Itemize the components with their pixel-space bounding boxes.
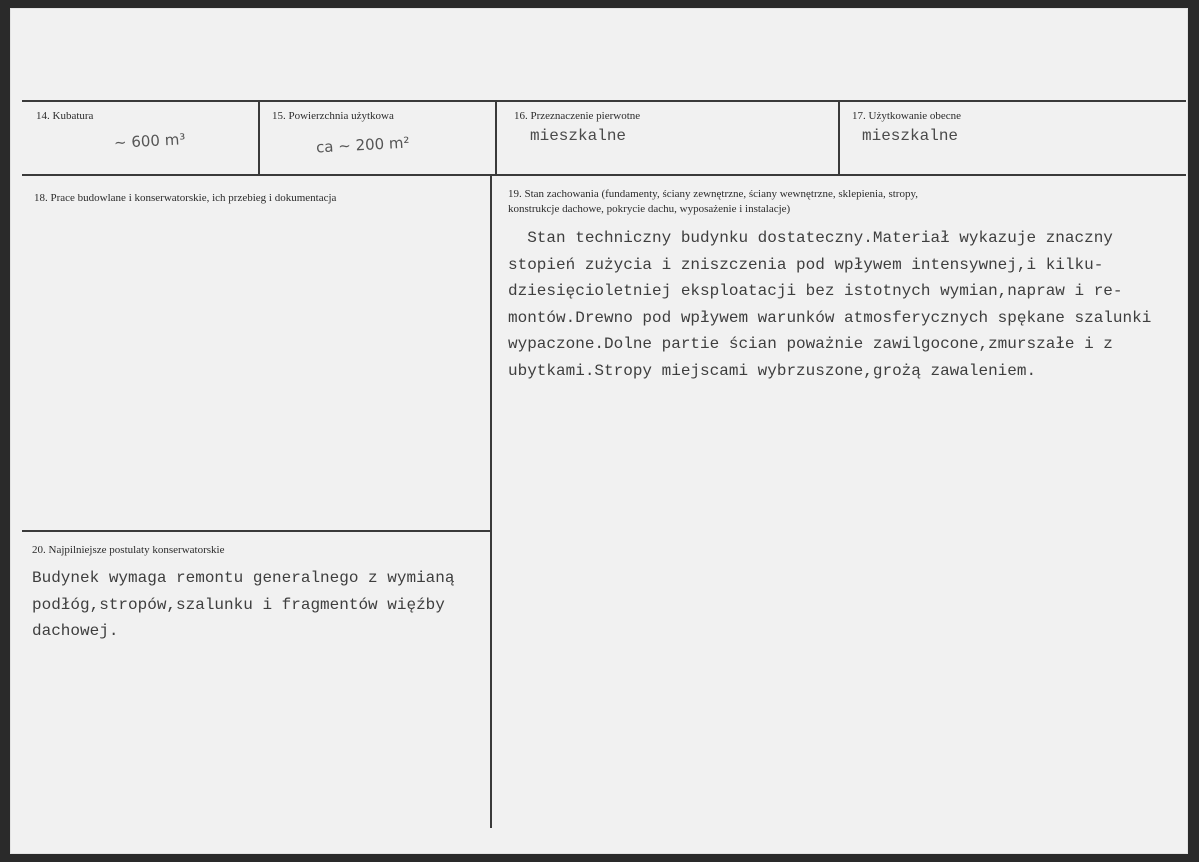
field-14-value: ~ 600 m³ bbox=[113, 130, 186, 152]
field-15-label: 15. Powierzchnia użytkowa bbox=[272, 110, 394, 122]
field-19-text-line: ubytkami.Stropy miejscami wybrzuszone,grożą zawaleniem. bbox=[508, 361, 1037, 380]
field-19-text-line: dziesięcioletniej eksploatacji bez istotnych wymian,napraw i re- bbox=[508, 282, 1123, 300]
field-19-text-line: wypaczone.Dolne partie ścian poważnie zawilgocone,zmurszałe i z bbox=[508, 335, 1113, 353]
field-20-top-rule bbox=[22, 530, 492, 532]
col-divider-2 bbox=[495, 100, 497, 176]
field-15-value: ca ~ 200 m² bbox=[315, 133, 410, 157]
field-14-label: 14. Kubatura bbox=[36, 110, 94, 122]
field-20-text-line: Budynek wymaga remontu generalnego z wymianą bbox=[32, 569, 455, 587]
field-20-text-line: dachowej. bbox=[32, 622, 119, 640]
field-17-value: mieszkalne bbox=[862, 127, 959, 145]
field-18-label: 18. Prace budowlane i konserwatorskie, ich przebieg i dokumentacja bbox=[34, 192, 337, 204]
col-divider-3 bbox=[838, 100, 840, 176]
row1-bottom-rule bbox=[22, 174, 1186, 176]
record-card-sheet bbox=[10, 8, 1188, 854]
field-16-value: mieszkalne bbox=[530, 127, 627, 145]
field-20-label: 20. Najpilniejsze postulaty konserwatorskie bbox=[32, 544, 225, 556]
field-17-label: 17. Użytkowanie obecne bbox=[852, 110, 962, 122]
col-divider-1 bbox=[258, 100, 260, 176]
field-19-text bbox=[508, 225, 1151, 384]
field-16-label: 16. Przeznaczenie pierwotne bbox=[514, 110, 641, 122]
field-19-text-line: stopień zużycia i zniszczenia pod wpływem intensywnej,i kilku- bbox=[508, 255, 1104, 274]
field-19-text-line: montów.Drewno pod wpływem warunków atmosferycznych spękane szalunki bbox=[508, 308, 1152, 327]
field-20-text-line: podłóg,stropów,szalunku i fragmentów więźby bbox=[32, 595, 445, 614]
top-rule bbox=[22, 100, 1186, 102]
main-divider bbox=[490, 174, 492, 828]
field-19-label-line-1: 19. Stan zachowania (fundamenty, ściany zewnętrzne, ściany wewnętrzne, sklepienia, stropy, bbox=[508, 188, 919, 200]
field-19-label-line-2: konstrukcje dachowe, pokrycie dachu, wyposażenie i instalacje) bbox=[508, 203, 791, 215]
field-19-text-line: Stan techniczny budynku dostateczny.Materiał wykazuje znaczny bbox=[508, 229, 1113, 247]
field-20-text bbox=[32, 565, 454, 645]
